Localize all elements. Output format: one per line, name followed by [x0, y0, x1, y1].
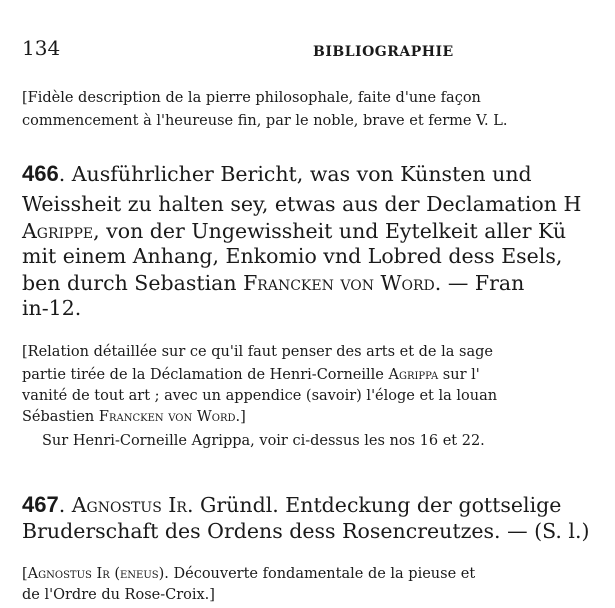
entry-466-translator: Francken von Word: [243, 271, 435, 295]
entry-467-note-1: [22, 566, 475, 582]
entry-466-line-3: [22, 219, 566, 243]
entry-466-cross-reference: Sur Henri-Corneille Agrippa, voir ci-dessus les nos 16 et 22.: [42, 433, 485, 449]
page-number: 134: [22, 36, 61, 60]
entry-466-line-5-a: ben durch Sebastian: [22, 271, 244, 295]
entry-466-line-5: [22, 271, 524, 295]
entry-466-number: 466: [22, 161, 59, 186]
entry-466-note-2-b: sur l': [438, 367, 480, 383]
entry-467-author: . Agnostus Ir: [58, 493, 187, 517]
entry-466-note-1: [Relation détaillée sur ce qu'il faut penser des arts et de la sage: [22, 344, 493, 360]
entry-467-note-author: [Agnostus Ir (eneus): [22, 566, 165, 582]
entry-466-line-5-b: . — Fran: [434, 271, 525, 295]
intro-line-2: commencement à l'heureuse fin, par le noble, brave et ferme V. L.: [22, 113, 508, 129]
entry-467-number: 467: [22, 492, 59, 517]
entry-467-note-1-rest: . Découverte fondamentale de la pieuse et: [164, 566, 476, 582]
entry-466-author: Agrippe: [22, 219, 94, 243]
entry-466-note-2-a: partie tirée de la Déclamation de Henri-Corneille: [22, 367, 389, 383]
entry-466-line-3-rest: , von der Ungewissheit und Eytelkeit aller Kü: [93, 219, 567, 243]
entry-466-title-start: . Ausführlicher Bericht, was von Künsten und: [58, 162, 532, 186]
entry-466-note-3: vanité de tout art ; avec un appendice (savoir) l'éloge et la louan: [22, 388, 498, 404]
running-title: BIBLIOGRAPHIE: [313, 44, 454, 60]
entry-466-format: in-12.: [22, 296, 82, 320]
intro-line-1: [Fidèle description de la pierre philosophale, faite d'une façon: [22, 90, 481, 106]
entry-466-line-1: [22, 161, 532, 187]
entry-466-line-4: mit einem Anhang, Enkomio vnd Lobred dess Esels,: [22, 244, 563, 268]
entry-466-note-2: [22, 367, 480, 383]
entry-466-note-4: [22, 409, 246, 425]
entry-466-note-translator: Francken von Word: [98, 409, 236, 425]
entry-467-line-1: [22, 492, 561, 518]
entry-466-line-2: Weissheit zu halten sey, etwas aus der Declamation H: [22, 192, 582, 216]
entry-466-note-4-b: .]: [235, 409, 246, 425]
entry-467-note-2: de l'Ordre du Rose-Croix.]: [22, 587, 215, 603]
entry-466-note-agrippa: Agrippa: [388, 367, 439, 383]
entry-467-title-start: . Gründl. Entdeckung der gottselige: [186, 493, 562, 517]
entry-467-line-2: Bruderschaft des Ordens dess Rosencreutzes. — (S. l.): [22, 519, 590, 543]
entry-466-note-4-a: Sébastien: [22, 409, 99, 425]
